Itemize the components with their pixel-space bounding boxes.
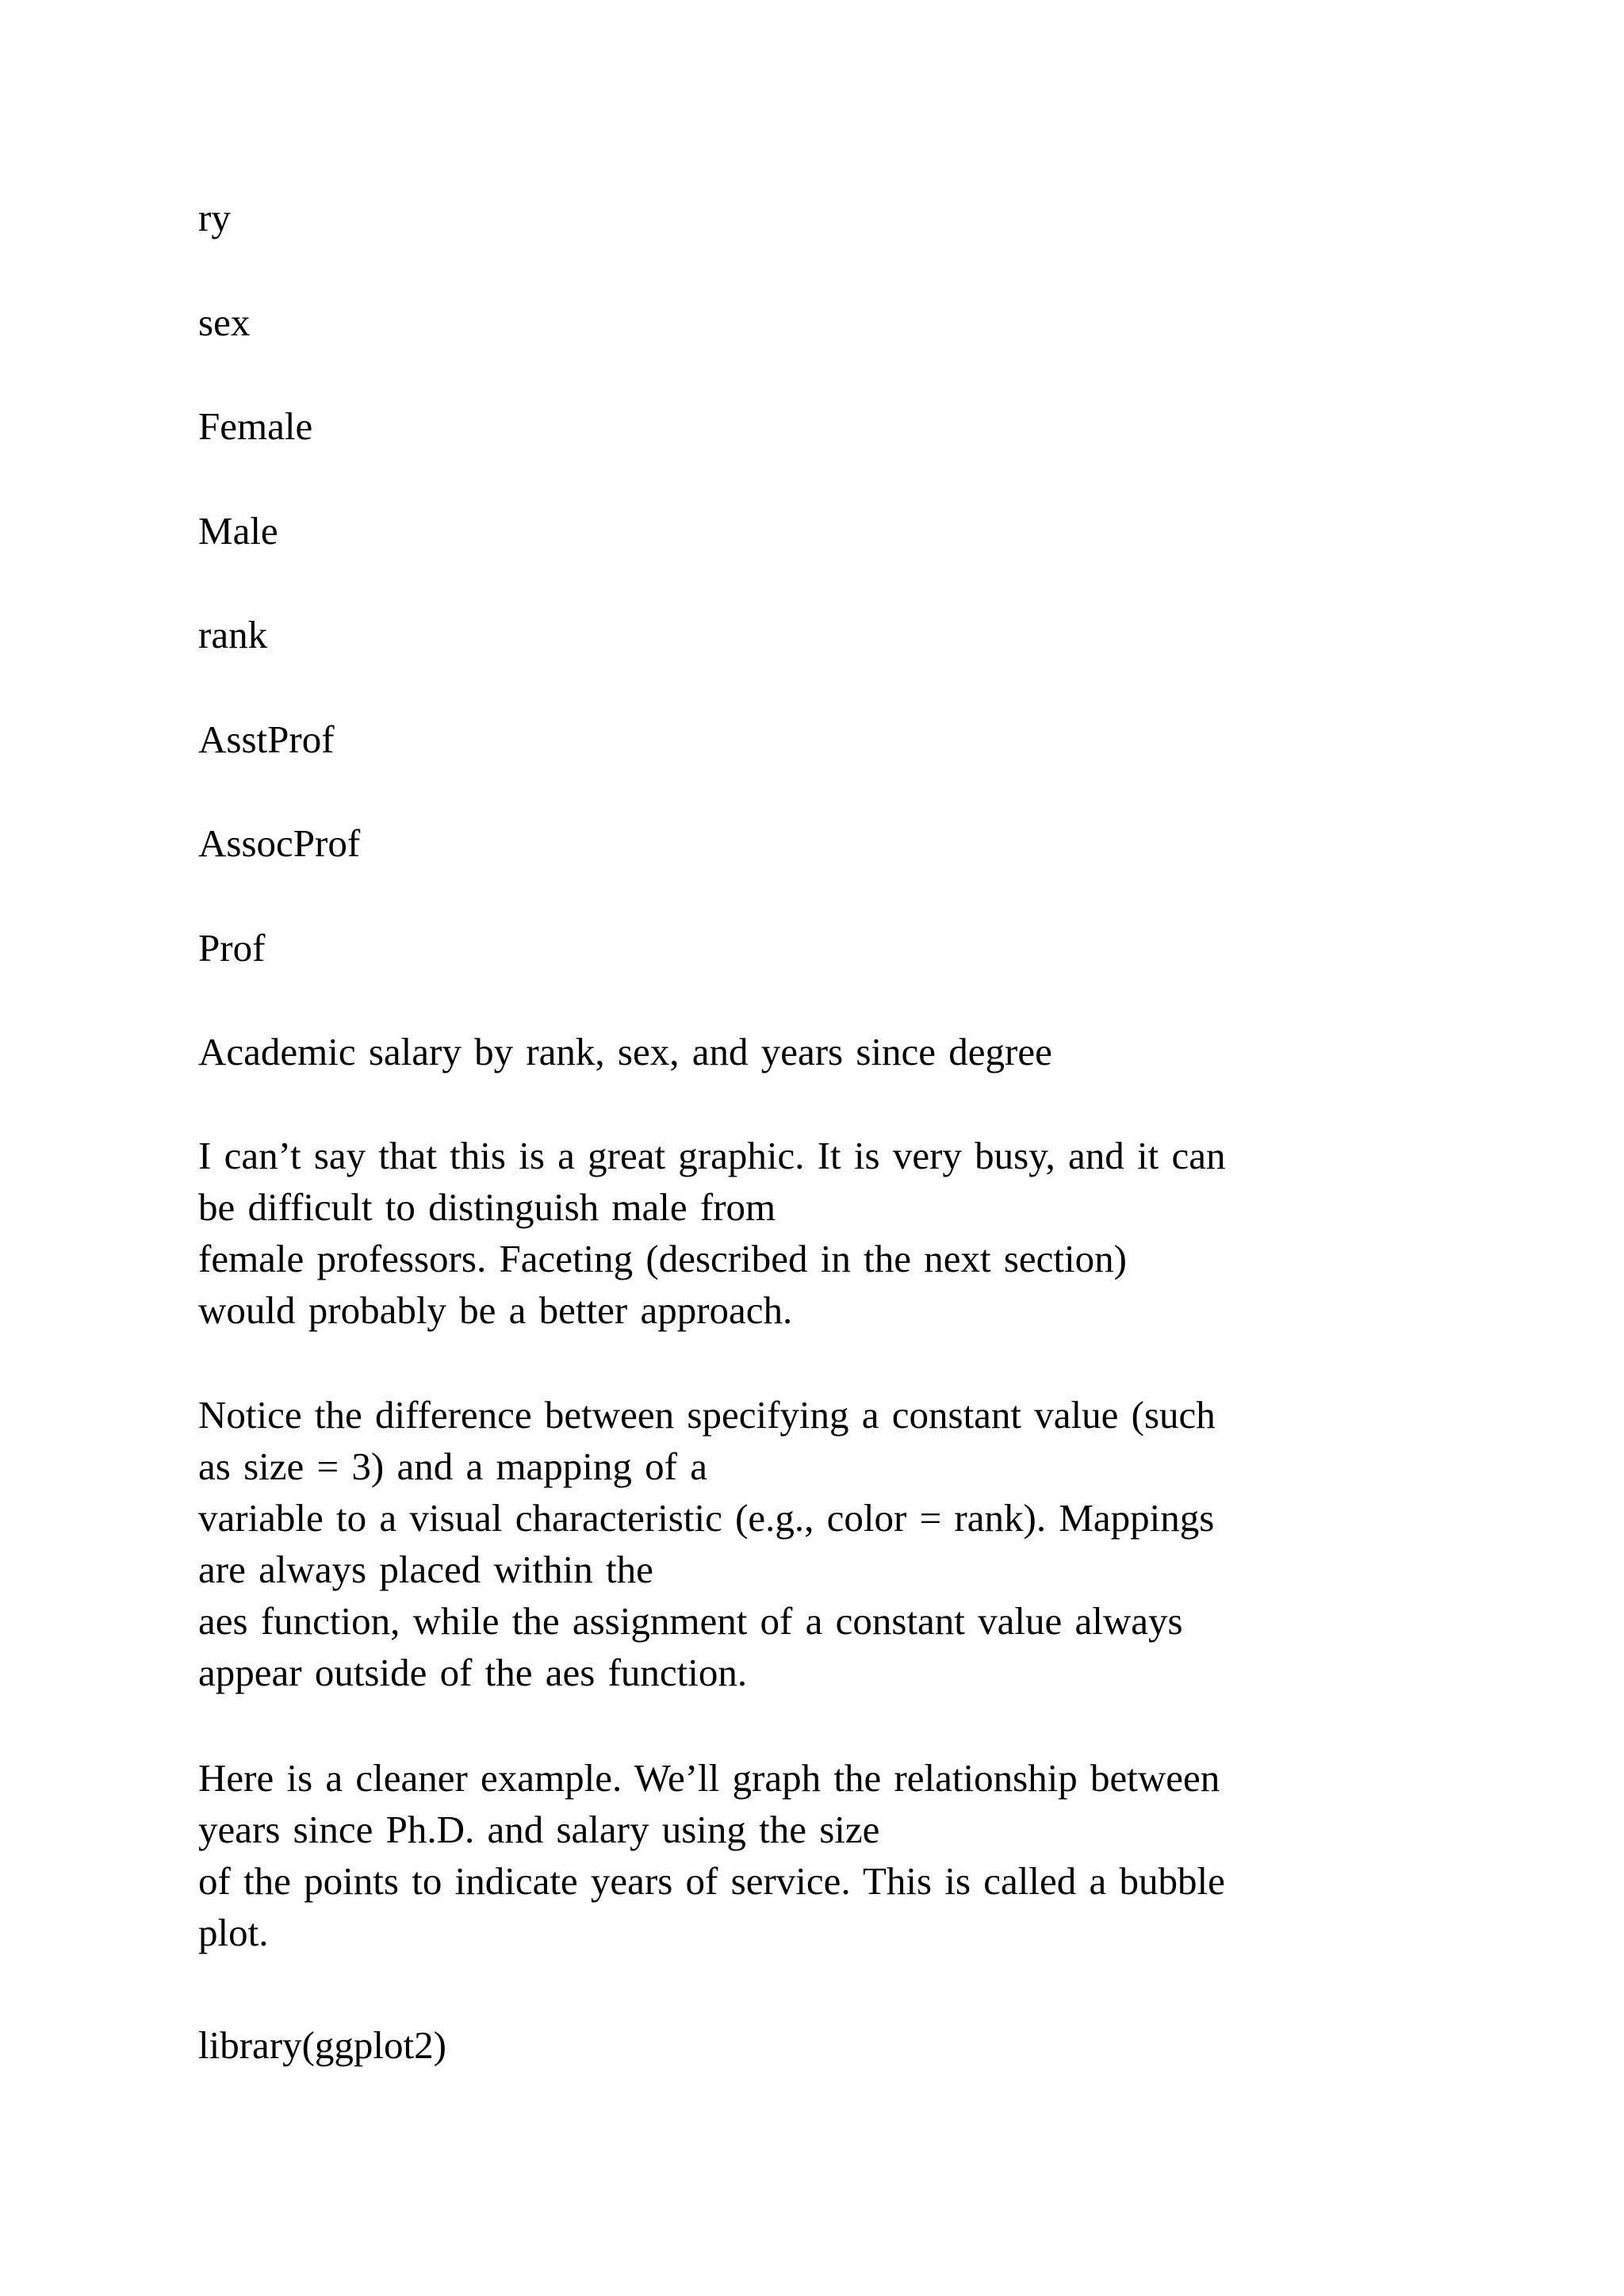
legend-title-sex: sex xyxy=(198,300,251,344)
text-line: variable to a visual characteristic (e.g., color = rank). Mappings xyxy=(198,1496,1215,1540)
legend-title-fragment: ry xyxy=(198,196,231,239)
paragraph-mappings xyxy=(198,1389,1483,1698)
legend-title-rank: rank xyxy=(198,613,268,656)
legend-item-male: Male xyxy=(198,509,278,553)
text-line: as size = 3) and a mapping of a xyxy=(198,1445,707,1488)
text-line: be difficult to distinguish male from xyxy=(198,1185,776,1229)
text-line: are always placed within the xyxy=(198,1548,653,1591)
text-line: I can’t say that this is a great graphic. It is very busy, and it can xyxy=(198,1134,1226,1177)
paragraph-bubble-plot xyxy=(198,1752,1483,1958)
code-line: library(ggplot2) xyxy=(198,2023,446,2067)
paragraph-critique xyxy=(198,1130,1483,1336)
legend-item-assocprof: AssocProf xyxy=(198,821,361,865)
legend-item-prof: Prof xyxy=(198,926,266,970)
text-line: appear outside of the aes function. xyxy=(198,1651,748,1694)
text-line: years since Ph.D. and salary using the size xyxy=(198,1808,880,1851)
text-line: plot. xyxy=(198,1911,269,1954)
text-line: aes function, while the assignment of a constant value always xyxy=(198,1599,1183,1643)
text-line: of the points to indicate years of service. This is called a bubble xyxy=(198,1859,1225,1903)
text-line: Here is a cleaner example. We’ll graph the relationship between xyxy=(198,1756,1220,1800)
text-line: female professors. Faceting (described in the next section) xyxy=(198,1237,1127,1280)
legend-item-female: Female xyxy=(198,404,313,448)
figure-caption: Academic salary by rank, sex, and years since degree xyxy=(198,1030,1052,1073)
text-line: would probably be a better approach. xyxy=(198,1288,793,1332)
legend-item-asstprof: AsstProf xyxy=(198,718,335,761)
text-line: Notice the difference between specifying a constant value (such xyxy=(198,1393,1216,1437)
